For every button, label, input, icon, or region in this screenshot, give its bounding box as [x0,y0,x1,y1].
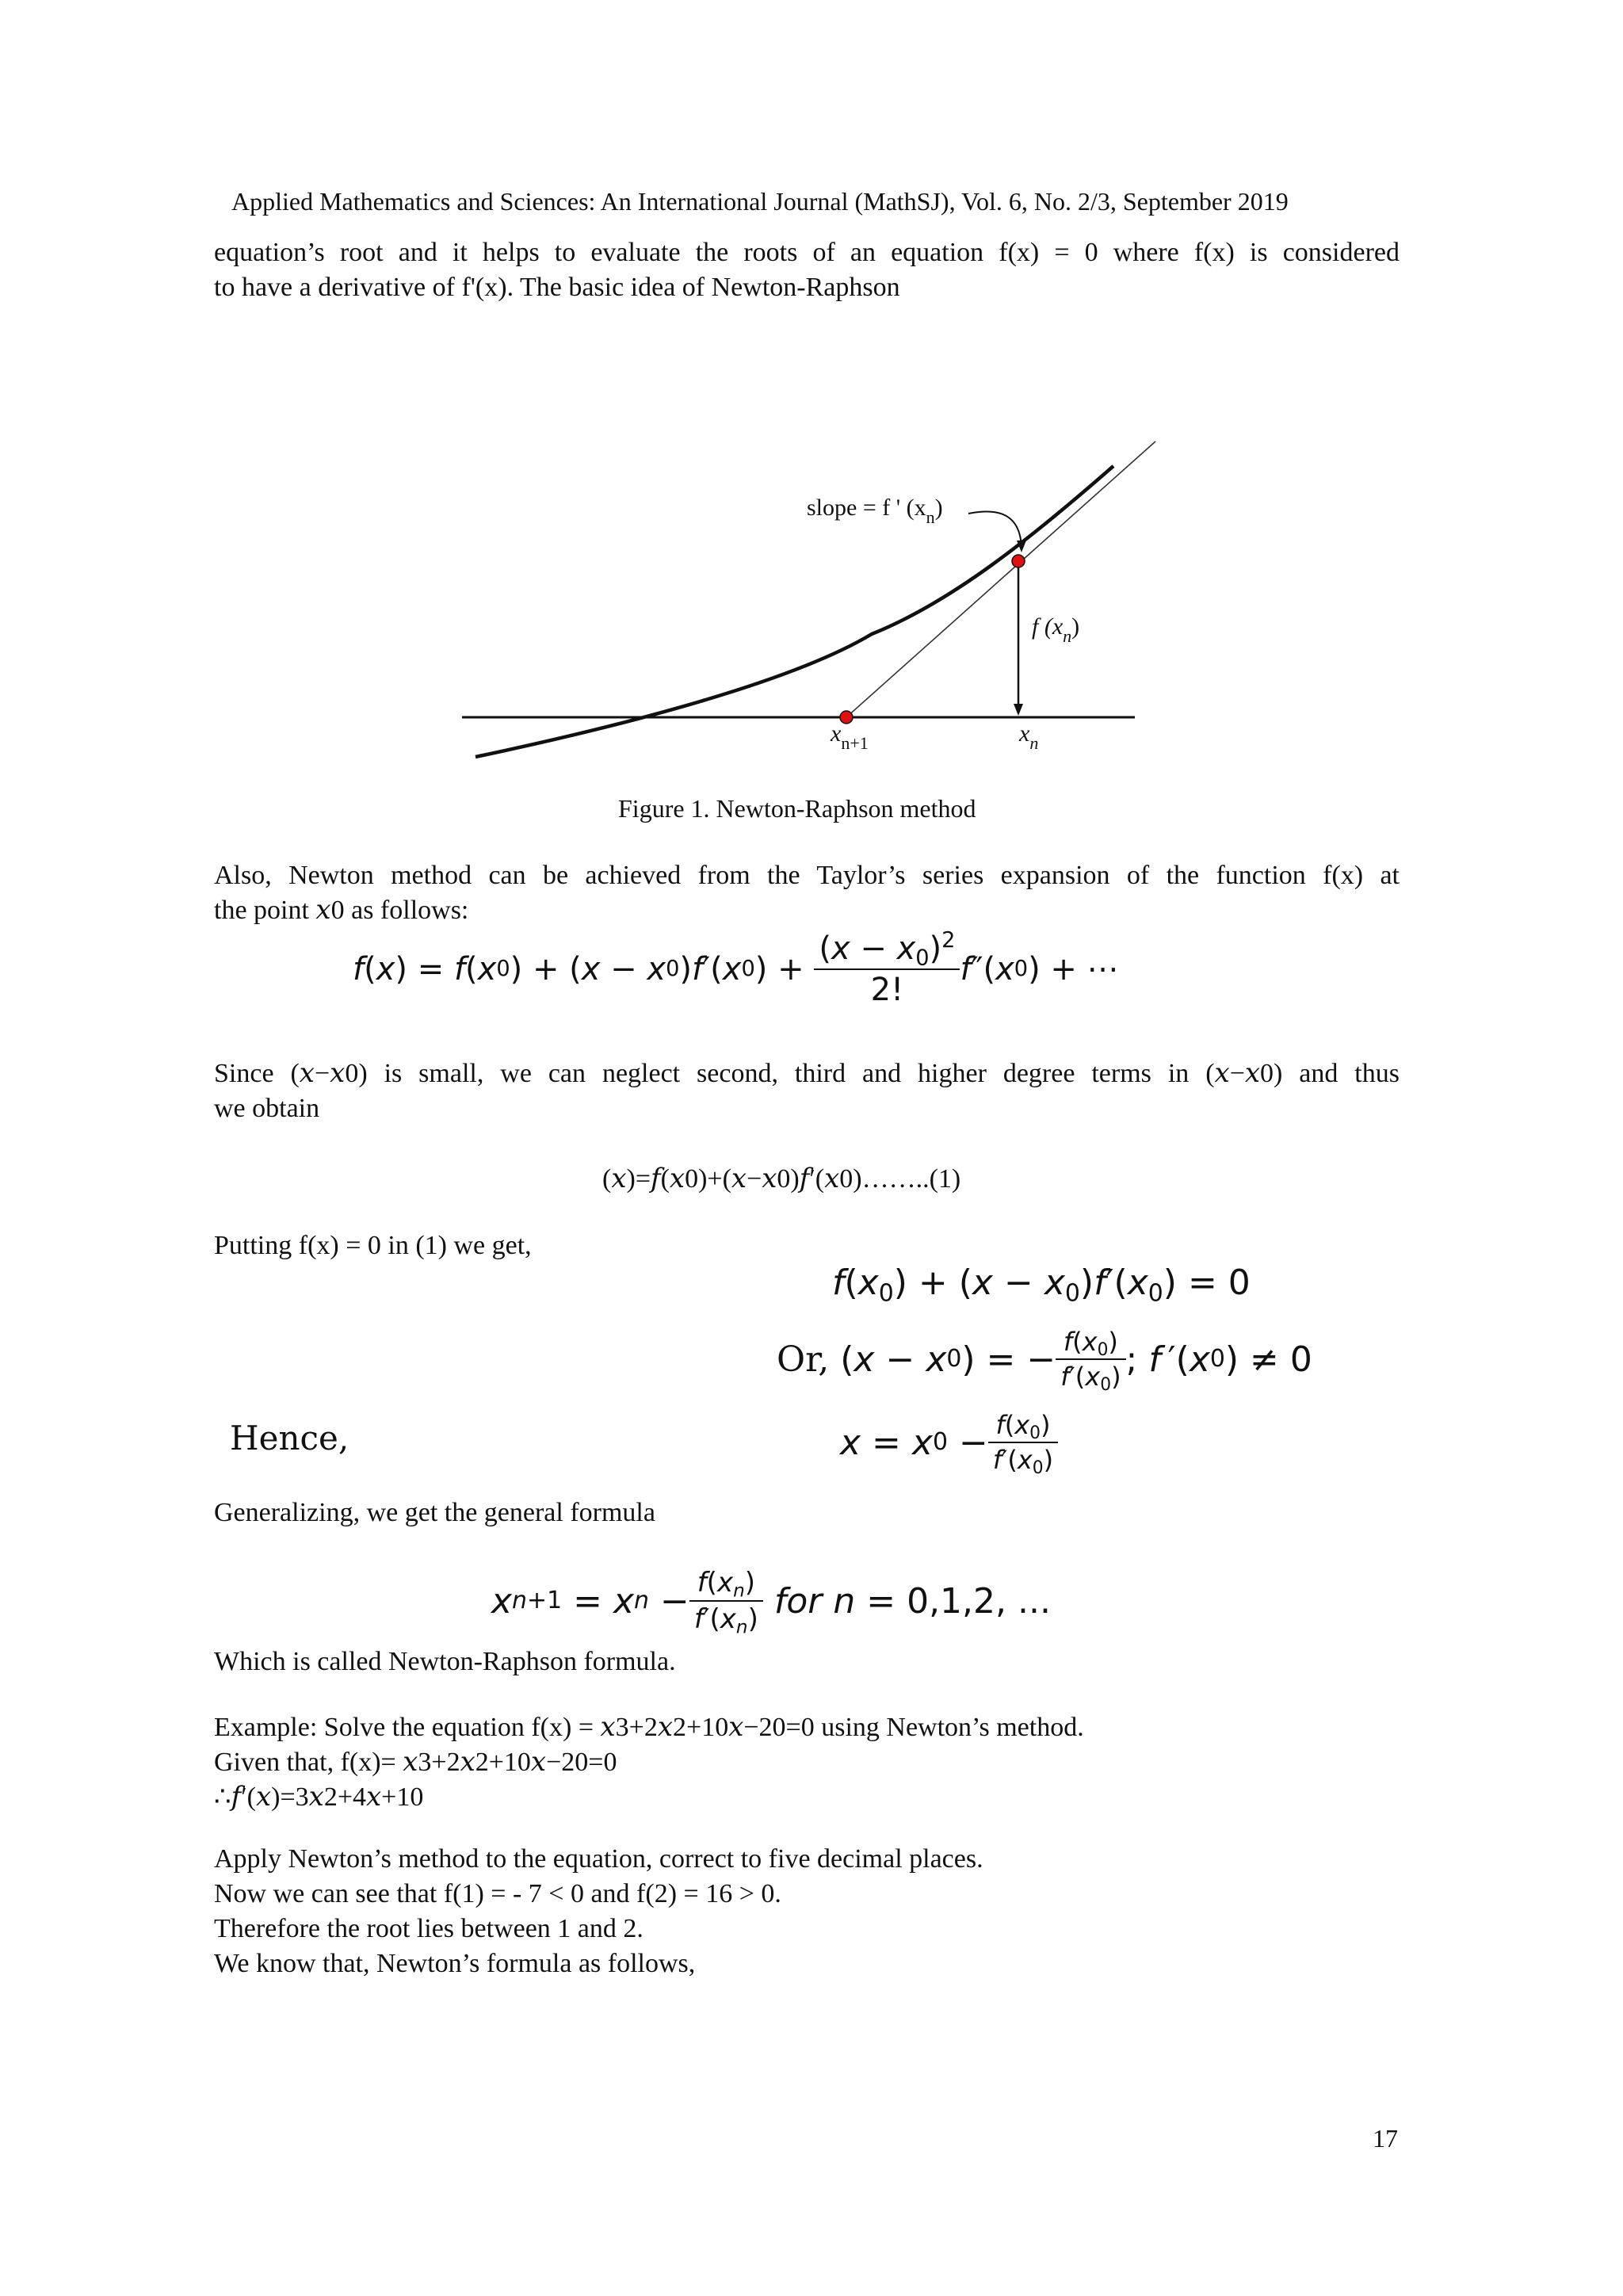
example-line-3: ∴𝑓′(𝑥)=3𝑥2+4𝑥+10 [214,1782,424,1812]
slope-pointer [968,511,1022,547]
apply-line-2: Now we can see that f(1) = - 7 < 0 and f(2) = 16 > 0. [214,1879,781,1908]
taylor-line-1: Also, Newton method can be achieved from the Taylor’s series expansion of the function f(x) at [214,861,1400,890]
apply-line-3: Therefore the root lies between 1 and 2. [214,1914,643,1943]
derivation-eq-3: x = x 0 − $\frac{f(x_0)}{f'(x_0)}$ [840,1399,1058,1486]
newton-raphson-figure [444,428,1157,777]
linear-approximation: (𝑥)=𝑓(𝑥0)+(𝑥−𝑥0)𝑓′(𝑥0)……..(1) [602,1164,961,1194]
putting-line: Putting f(x) = 0 in (1) we get, [214,1231,532,1260]
journal-header: Applied Mathematics and Sciences: An International Journal (MathSJ), Vol. 6, No. 2/3, September 2019 [231,187,1289,216]
since-line-1: Since (𝑥−𝑥0) is small, we can neglect second, third and higher degree terms in (𝑥−𝑥0) and thus [214,1059,1400,1088]
derivation-eq-2: Or, ( x − x 0 ) = − $\frac{f(x_0)}{f'(x_0)}$ ; f ′( x 0 ) ≠ 0 [777,1327,1312,1396]
since-line-2: we obtain [214,1094,320,1123]
tangent-line [846,441,1155,717]
example-line-1: Example: Solve the equation f(x) = 𝑥3+2𝑥2+10𝑥−20=0 using Newton’s method. [214,1713,1084,1742]
point-xn1 [840,711,853,724]
intro-line-1: equation’s root and it helps to evaluate the roots of an equation f(x) = 0 where f(x) is considered [214,238,1400,267]
hence-label: Hence, [230,1419,349,1457]
called-line: Which is called Newton-Raphson formula. [214,1647,676,1676]
fxn-label: f $(x_n)$ [1032,613,1080,646]
page-number: 17 [1373,2124,1398,2153]
newton-raphson-formula: x n+1 = x n − $\frac{f(x_n)}{f'(x_n)}$ for n = 0,1,2, ... [491,1567,1051,1638]
figure-caption: Figure 1. Newton-Raphson method [618,794,976,823]
apply-line-1: Apply Newton’s method to the equation, correct to five decimal places. [214,1844,983,1874]
example-line-2: Given that, f(x)= 𝑥3+2𝑥2+10𝑥−20=0 [214,1748,617,1777]
taylor-line-2: the point 𝑥0 as follows: [214,896,469,925]
taylor-equation: f ( x ) = f ( x 0 ) + ( x − x 0 ) f ′( x 0 ) + $\frac{(x - x_0)^2}{2!}$ f ″( x 0 ) + ⋯ [353,928,1119,1008]
xn1-label: $x_{n+1}$ [831,720,869,753]
slope-label: slope = f ' $(x_n)$ [807,495,943,527]
generalizing-line: Generalizing, we get the general formula [214,1498,655,1527]
xn-label: $x_n$ [1019,720,1039,753]
fxn-arrowhead [1014,704,1023,716]
intro-line-2: to have a derivative of f'(x). The basic idea of Newton-Raphson [214,273,900,302]
point-xn [1012,555,1025,567]
apply-line-4: We know that, Newton’s formula as follows, [214,1949,696,1978]
derivation-eq-1: $f(x_0) + (x - x_0)f'(x_0) = 0$ [832,1263,1251,1308]
